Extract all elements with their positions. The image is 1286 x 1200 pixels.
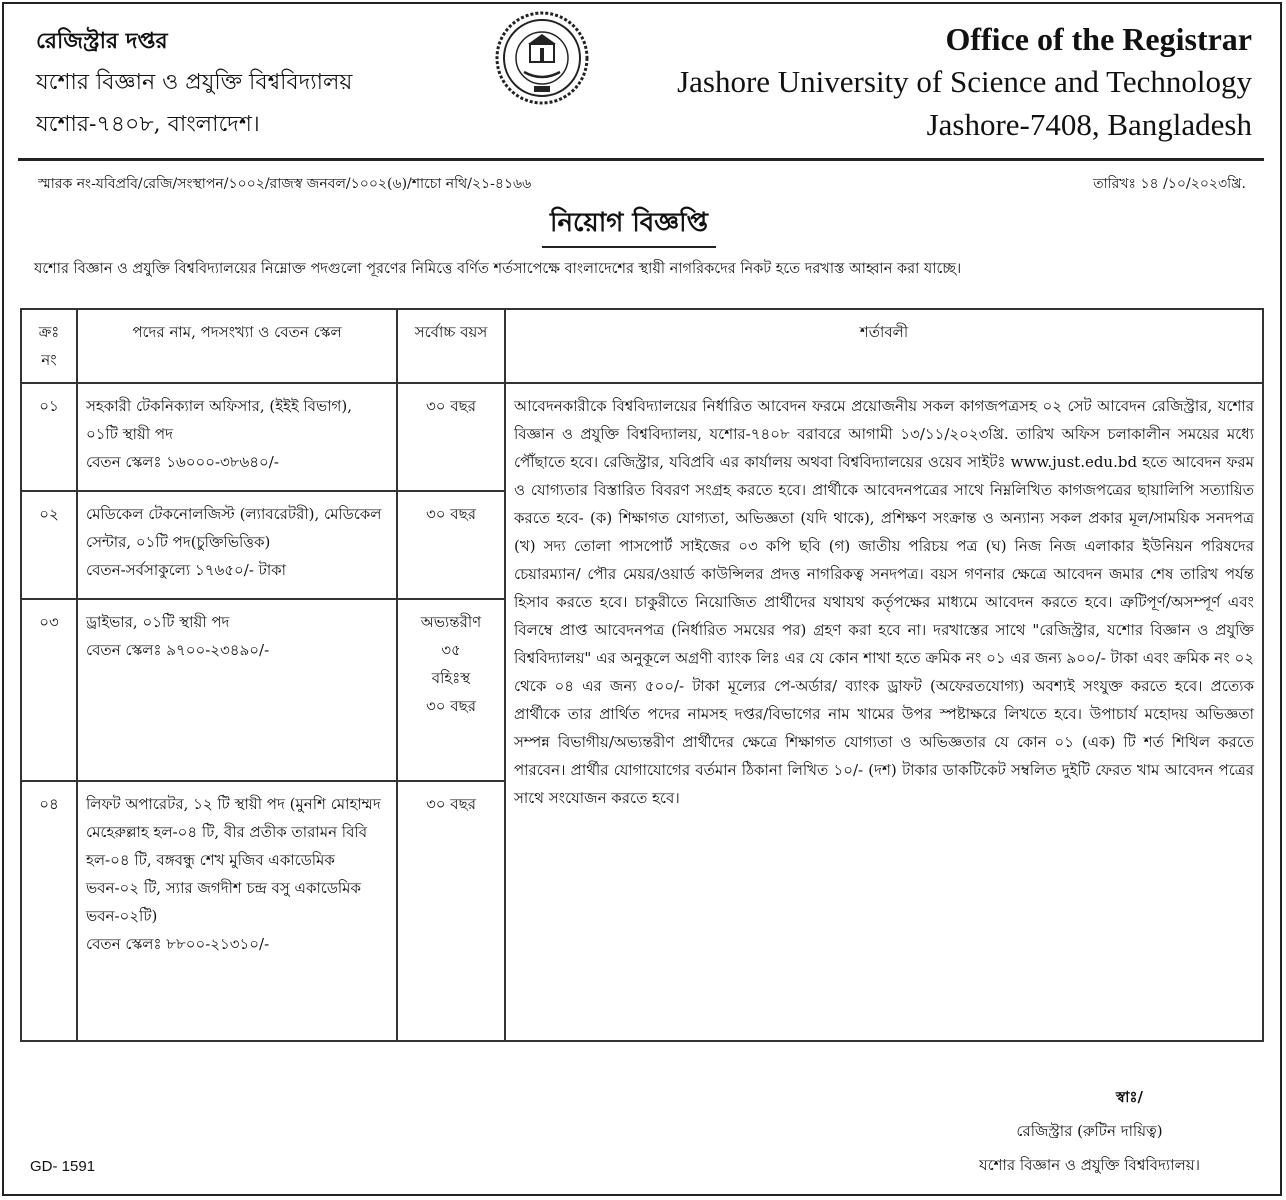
row-post [77, 781, 397, 1041]
university-seal-icon [494, 10, 590, 106]
age-value: ৩০ বছর [426, 397, 476, 415]
row-age [397, 383, 505, 491]
age-value: ৩০ বছর [426, 505, 476, 523]
row-age [397, 781, 505, 1041]
signatory-designation: রেজিস্ট্রার (রুটিন দায়িত্ব) [1016, 1122, 1163, 1140]
table-row [21, 383, 1263, 491]
university-name-en: Jashore University of Science and Technology [677, 64, 1252, 99]
age-internal-value: ৩৫ [441, 641, 461, 659]
row-post [77, 599, 397, 781]
header-post: পদের নাম, পদসংখ্যা ও বেতন স্কেল [77, 309, 397, 383]
signature-block [979, 1080, 1200, 1182]
pay-scale: বেতন স্কেলঃ ৯৭০০-২৩৪৯০/- [86, 641, 270, 659]
memo-reference: স্মারক নং-যবিপ্রবি/রেজি/সংস্থাপন/১০০২/রাজস্ব জনবল/১০০২(৬)/শাচো নথি/২১-৪১৬৬ [38, 176, 532, 192]
header-conditions: শর্তাবলী [505, 309, 1263, 383]
signatory-institution: যশোর বিজ্ঞান ও প্রযুক্তি বিশ্ববিদ্যালয়। [978, 1156, 1200, 1174]
row-serial: ০২ [21, 491, 77, 599]
row-serial: ০৩ [21, 599, 77, 781]
post-name: সহকারী টেকনিক্যাল অফিসার, (ইইই বিভাগ), ০১টি স্থায়ী পদ [86, 397, 353, 443]
address-bn: যশোর-৭৪০৮, বাংলাদেশ। [36, 112, 260, 137]
row-serial: ০৪ [21, 781, 77, 1041]
pay-scale: বেতন স্কেলঃ ১৬০০০-৩৮৬৪০/- [86, 453, 279, 471]
pay-scale: বেতন-সর্বসাকুল্যে ১৭৬৫০/- টাকা [86, 561, 287, 579]
header-english [677, 18, 1252, 146]
jobs-table [20, 308, 1264, 1042]
row-age [397, 599, 505, 781]
address-en: Jashore-7408, Bangladesh [926, 107, 1252, 142]
gd-code: GD- 1591 [30, 1158, 96, 1175]
header-age: সর্বোচ্চ বয়স [397, 309, 505, 383]
age-value: ৩০ বছর [426, 794, 476, 813]
university-name-bn: যশোর বিজ্ঞান ও প্রযুক্তি বিশ্ববিদ্যালয় [36, 70, 353, 95]
intro-text: যশোর বিজ্ঞান ও প্রযুক্তি বিশ্ববিদ্যালয়ের নিম্নোক্ত পদগুলো পূরণের নিমিত্তে বর্ণিত শর্তসাপেক্ষে বাংলাদেশের স্থায়ী নাগরিকদের নিকট হতে দরখাস্ত আহ্বান করা যাচ্ছে। [34, 261, 962, 277]
row-age [397, 491, 505, 599]
office-name-en: Office of the Registrar [945, 21, 1252, 57]
office-name-bn: রেজিস্ট্রার দপ্তর [36, 28, 168, 54]
pay-scale: বেতন স্কেলঃ ৮৮০০-২১৩১০/- [86, 934, 270, 953]
age-internal-label: অভ্যন্তরীণ [420, 613, 482, 631]
post-name: মেডিকেল টেকনোলজিস্ট (ল্যাবরেটরী), মেডিকেল সেন্টার, ০১টি পদ(চুক্তিভিত্তিক) [86, 505, 382, 551]
age-external-value: ৩০ বছর [426, 697, 476, 715]
row-post [77, 491, 397, 599]
page-title: নিয়োগ বিজ্ঞপ্তি [542, 202, 716, 248]
post-name: লিফট অপারেটর, ১২ টি স্থায়ী পদ (মুনশি মোহাম্মদ মেহেরুল্লাহ হল-০৪ টি, বীর প্রতীক তারামন বিবি হল-০৪ টি, বঙ্গবন্ধু শেখ মুজিব একাডেমিক ভবন-০২ টি, স্যার জগদীশ চন্দ্র বসু একাডেমিক ভবন-০২টি) [86, 794, 381, 925]
row-post [77, 383, 397, 491]
age-external-label: বহিঃস্থ [431, 669, 471, 687]
memo-date: তারিখঃ ১৪ /১০/২০২৩খ্রি. [1093, 176, 1246, 192]
row-serial: ০১ [21, 383, 77, 491]
post-name: ড্রাইভার, ০১টি স্থায়ী পদ [86, 613, 230, 631]
conditions-text: আবেদনকারীকে বিশ্ববিদ্যালয়ের নির্ধারিত আবেদন ফরমে প্রয়োজনীয় সকল কাগজপত্রসহ ০২ সেট আবেদন রেজিস্ট্রার, যশোর বিজ্ঞান ও প্রযুক্তি বিশ্ববিদ্যালয়, যশোর-৭৪০৮ বরাবরে আগামী ১৩/১১/২০২৩খ্রি. তারিখ অফিস চলাকালীন সময়ের মধ্যে পৌঁছাতে হবে। রেজিস্ট্রার, যবিপ্রবি এর কার্যালয় অথবা বিশ্ববিদ্যালয়ের ওয়েব সাইটঃ www.just.edu.bd হতে আবেদন ফরম ও যোগ্যতার বিস্তারিত বিবরণ সংগ্রহ করতে হবে। প্রার্থীকে আবেদনপত্রের সাথে নিম্নলিখিত কাগজপত্রের ছায়ালিপি সত্যায়িত করতে হবে- (ক) শিক্ষাগত যোগ্যতা, অভিজ্ঞতা (যদি থাকে), প্রশিক্ষণ সংক্রান্ত ও অন্যান্য সকল প্রকার মূল/সাময়িক সনদপত্র (খ) সদ্য তোলা পাসপোর্ট সাইজের ০৩ কপি ছবি (গ) জাতীয় পরিচয় পত্র (ঘ) নিজ নিজ এলাকার ইউনিয়ন পরিষদের চেয়ারম্যান/ পৌর মেয়র/ওয়ার্ড কাউন্সিলর প্রদত্ত নাগরিকত্ব সনদপত্র। বয়স গণনার ক্ষেত্রে আবেদন জমার শেষ তারিখ পর্যন্ত হিসাব করতে হবে। চাকুরীতে নিয়োজিত প্রার্থীদের যথাযথ কর্তৃপক্ষের মাধ্যমে আবেদন করতে হবে। ত্রুটিপূর্ণ/অসম্পূর্ণ এবং বিলম্বে প্রাপ্ত আবেদনপত্র (নির্ধারিত সময়ের পর) গ্রহণ করা হবে না। দরখাস্তের সাথে "রেজিস্ট্রার, যশোর বিজ্ঞান ও প্রযুক্তি বিশ্ববিদ্যালয়" এর অনুকূলে অগ্রণী ব্যাংক লিঃ এর যে কোন শাখা হতে ক্রমিক নং ০১ এর জন্য ৯০০/- টাকা এবং ক্রমিক নং ০২ থেকে ০৪ এর জন্য ৫০০/- টাকা মূল্যের পে-অর্ডার/ ব্যাংক ড্রাফট (অফেরতযোগ্য) অবশ্যই সংযুক্ত করতে হবে। প্রত্যেক প্রার্থীকে তার প্রার্থিত পদের নামসহ দপ্তর/বিভাগের নাম খামের উপর স্পষ্টাক্ষরে লিখতে হবে। উপাচার্য মহোদয় অভিজ্ঞতা সম্পন্ন বিভাগীয়/অভ্যন্তরীণ প্রার্থীদের ক্ষেত্রে শিক্ষাগত যোগ্যতা ও অভিজ্ঞতার যে কোন ০১ (এক) টি শর্ত শিথিল করতে পারবেন। প্রার্থীর যোগাযোগের বর্তমান ঠিকানা লিখিত ১০/- (দশ) টাকার ডাকটিকেট সম্বলিত দুইটি ফেরত খাম আবেদন পত্রের সাথে সংযোজন করতে হবে। [505, 383, 1263, 1041]
header-divider [18, 158, 1264, 161]
signed-mark: স্বাঃ/ [1115, 1088, 1143, 1106]
header-serial: ক্রঃ নং [21, 309, 77, 383]
table-header-row [21, 309, 1263, 383]
header-bangla [36, 20, 352, 146]
